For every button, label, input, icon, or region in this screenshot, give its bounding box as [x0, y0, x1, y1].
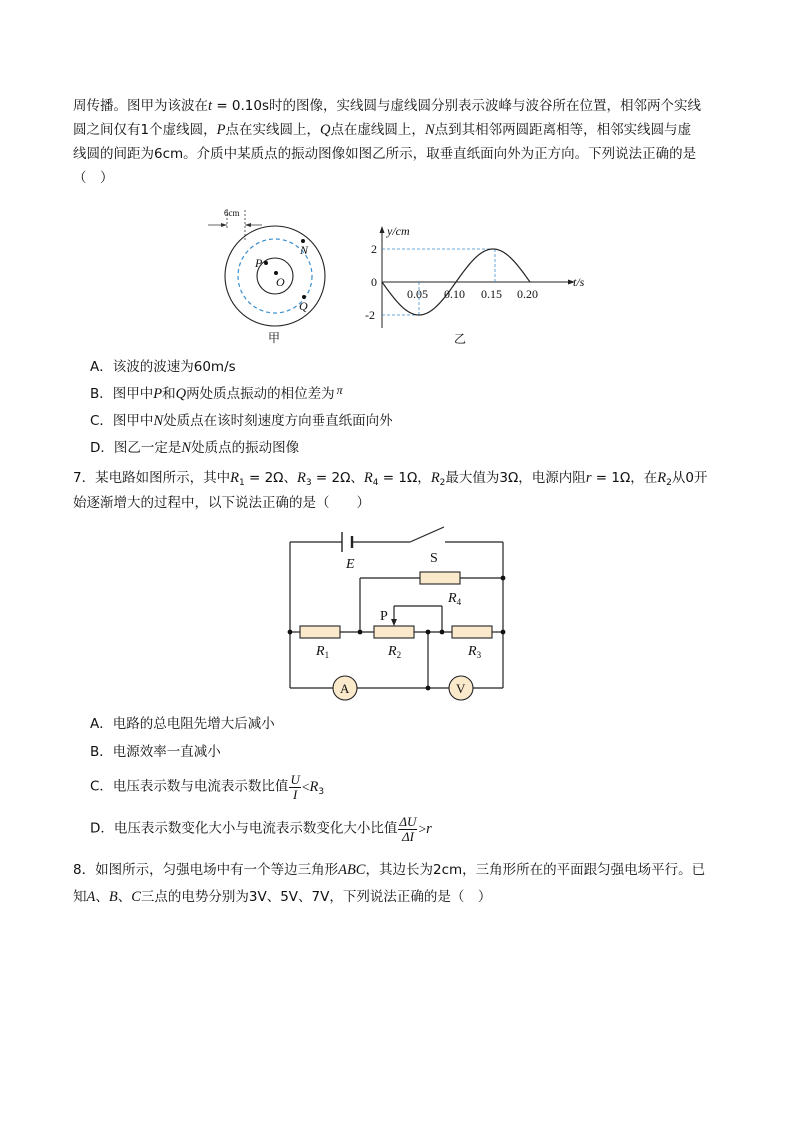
circuit-label-S: S [430, 551, 438, 566]
slider-arrow [391, 619, 397, 626]
circuit-label-E: E [346, 557, 355, 572]
yi-x-axis-label: t/s [573, 275, 585, 289]
q7-option-b: B．电源效率一直减小 [90, 744, 221, 760]
circuit-label-r1: $R_1$ [316, 644, 330, 660]
jia-dimension [208, 208, 262, 240]
ammeter-label: A [340, 681, 350, 696]
jia-label-Q: Q [299, 299, 308, 313]
junction-dot [440, 630, 445, 635]
q6-stem-line-2: 圆之间仅有1个虚线圆，P点在实线圆上，Q点在虚线圆上，N点到其相邻两圆距离相等，相邻实线圆与虚 [73, 122, 692, 138]
junction-dot [426, 686, 431, 691]
q7-stem-line-1: 7．某电路如图所示，其中$R_1 = 2\Omega$、$R_3 = 2\Omega$、$R_4 = 1\Omega$，$R_2$最大值为3Ω，电源内阻r = 1Ω，在$R_2$从0开 [73, 470, 708, 488]
fraction-delta-u-over-delta-i: $\frac{\Delta U}{\Delta I}$ [399, 814, 417, 844]
yi-xtick-0: 0.05 [407, 287, 428, 301]
jia-label-P: P [255, 256, 263, 270]
q8-stem-line-2: 知A、B、C三点的电势分别为3V、5V、7V，下列说法正确的是（ ） [73, 889, 492, 905]
yi-xtick-3: 0.20 [517, 287, 538, 301]
q7-option-c: C．电压表示数与电流表示数比值 $\frac{U}{I}$ $<R_3$ [90, 772, 325, 802]
q8-stem-line-1: 8．如图所示，匀强电场中有一个等边三角形ABC，其边长为2cm，三角形所在的平面跟匀强电场平行。已 [73, 862, 706, 878]
jia-label-N: N [300, 243, 309, 257]
junction-dot [501, 576, 506, 581]
jia-point-P [264, 261, 268, 265]
q6-option-c: C．图甲中N处质点在该时刻速度方向垂直纸面向外 [90, 413, 393, 429]
yi-xtick-1: 0.10 [444, 287, 465, 301]
jia-dim-label: 6cm [224, 208, 240, 218]
q6-figure-yi [360, 218, 600, 348]
junction-dot [501, 630, 506, 635]
yi-caption: 乙 [454, 332, 467, 346]
q6-answer-paren: （ ） [73, 170, 114, 186]
q6-stem-line-3: 线圆的间距为6cm。介质中某质点的振动图像如图乙所示，取垂直纸面向外为正方向。下列说法正确的是 [73, 146, 697, 162]
resistor-r4 [420, 572, 460, 584]
q6-option-d: D．图乙一定是N处质点的振动图像 [90, 440, 300, 456]
jia-caption: 甲 [268, 331, 281, 345]
yi-origin-label: 0 [371, 275, 377, 289]
q6-option-b: B．图甲中P和Q两处质点振动的相位差为 π [90, 383, 343, 402]
yi-ymax-label: 2 [371, 242, 377, 256]
voltmeter-label: V [456, 681, 466, 696]
q6-stem [73, 94, 718, 190]
q7-option-d: D．电压表示数变化大小与电流表示数变化大小比值 $\frac{\Delta U}{\Delta I}$ >r [90, 814, 432, 844]
q7-stem-line-2: 始逐渐增大的过程中，以下说法正确的是（ ） [73, 495, 370, 511]
yi-ymin-label: -2 [365, 308, 375, 322]
yi-xtick-2: 0.15 [481, 287, 502, 301]
q6-option-a: A．该波的波速为60m/s [90, 359, 236, 375]
q6-stem-line-1: 周传播。图甲为该波在t = 0.10s时的图像，实线圆与虚线圆分别表示波峰与波谷所在位置，相邻两个实线 [73, 98, 702, 114]
junction-dot [358, 630, 363, 635]
q6-figure-jia [200, 200, 340, 350]
circuit-label-P: P [380, 609, 388, 624]
junction-dot [426, 630, 431, 635]
jia-label-O: O [276, 275, 285, 289]
jia-outer-solid-circle [225, 226, 325, 326]
circuit-label-r4: $R_4$ [448, 591, 462, 607]
jia-inner-solid-circle [257, 258, 293, 294]
resistor-r1 [300, 626, 340, 638]
resistor-r2 [374, 626, 414, 638]
junction-dot [288, 630, 293, 635]
q7-option-a: A．电路的总电阻先增大后减小 [90, 716, 275, 732]
fraction-u-over-i: $\frac{U}{I}$ [290, 772, 300, 802]
resistor-r3 [452, 626, 492, 638]
circuit-label-r3: $R_3$ [468, 644, 482, 660]
q7-circuit-diagram [280, 524, 520, 704]
yi-y-axis-label: y/cm [387, 224, 410, 238]
circuit-label-r2: $R_2$ [388, 644, 402, 660]
